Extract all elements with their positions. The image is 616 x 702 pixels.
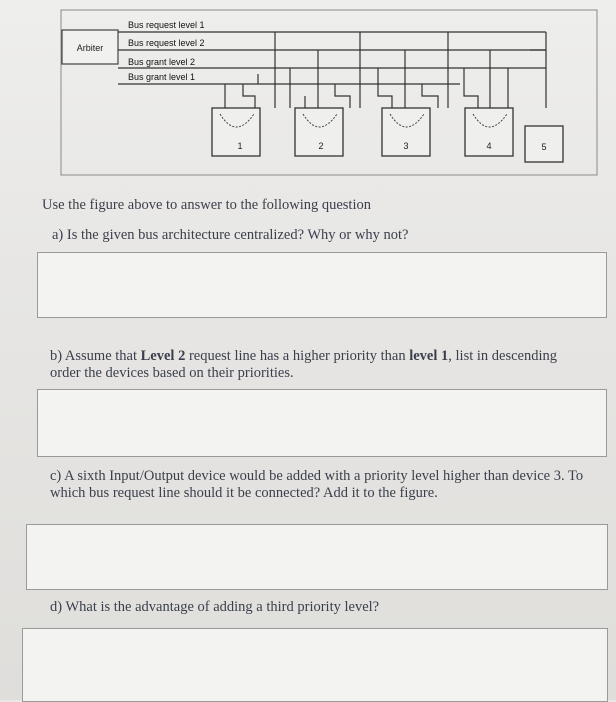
instructions-text: Use the figure above to answer to the following question bbox=[42, 197, 371, 213]
daisy-chain-wiring bbox=[225, 32, 546, 108]
device-number-3: 3 bbox=[403, 141, 409, 151]
line-label-request-1: Bus request level 1 bbox=[128, 20, 205, 30]
device-number-1: 1 bbox=[237, 141, 243, 151]
answer-box-d[interactable] bbox=[22, 628, 608, 702]
line-label-grant-1: Bus grant level 1 bbox=[128, 72, 196, 82]
device-2-3-links bbox=[335, 32, 360, 108]
answer-box-a[interactable] bbox=[37, 252, 607, 318]
device-1-wiring bbox=[225, 84, 255, 108]
device-5-wiring bbox=[508, 32, 546, 108]
question-b-middle: request line has a higher priority than bbox=[185, 348, 410, 364]
line-label-request-2: Bus request level 2 bbox=[128, 38, 205, 48]
device-arcs bbox=[220, 114, 507, 127]
line-label-grant-2: Bus grant level 2 bbox=[128, 57, 196, 67]
device-number-2: 2 bbox=[318, 141, 324, 151]
question-b bbox=[50, 348, 570, 382]
bus-diagram-svg bbox=[60, 8, 600, 178]
device-1-2-links bbox=[258, 32, 290, 108]
question-d: d) What is the advantage of adding a third priority level? bbox=[50, 599, 380, 615]
device-4-wiring bbox=[464, 50, 490, 108]
answer-box-b[interactable] bbox=[37, 389, 607, 457]
question-b-suffix: , list in descending order the devices based on their priorities. bbox=[50, 348, 558, 381]
question-b-level1: level 1 bbox=[409, 348, 449, 364]
device-3-4-links bbox=[422, 32, 448, 108]
arbiter-label: Arbiter bbox=[76, 43, 104, 53]
device-number-4: 4 bbox=[486, 141, 492, 151]
device-2-wiring bbox=[305, 50, 318, 108]
answer-box-c[interactable] bbox=[26, 524, 608, 590]
question-b-level2: Level 2 bbox=[140, 348, 186, 364]
question-a: a) Is the given bus architecture centralized? Why or why not? bbox=[52, 227, 409, 243]
question-c: c) A sixth Input/Output device would be added with a priority level higher than device 3. To which bus request line should it be connected? Add it to the figure. bbox=[50, 468, 584, 501]
question-b-prefix: b) Assume that bbox=[50, 348, 141, 364]
device-3-wiring bbox=[378, 50, 405, 108]
devices bbox=[212, 108, 563, 162]
device-number-5: 5 bbox=[541, 142, 547, 152]
bus-arbitration-diagram bbox=[60, 8, 600, 178]
